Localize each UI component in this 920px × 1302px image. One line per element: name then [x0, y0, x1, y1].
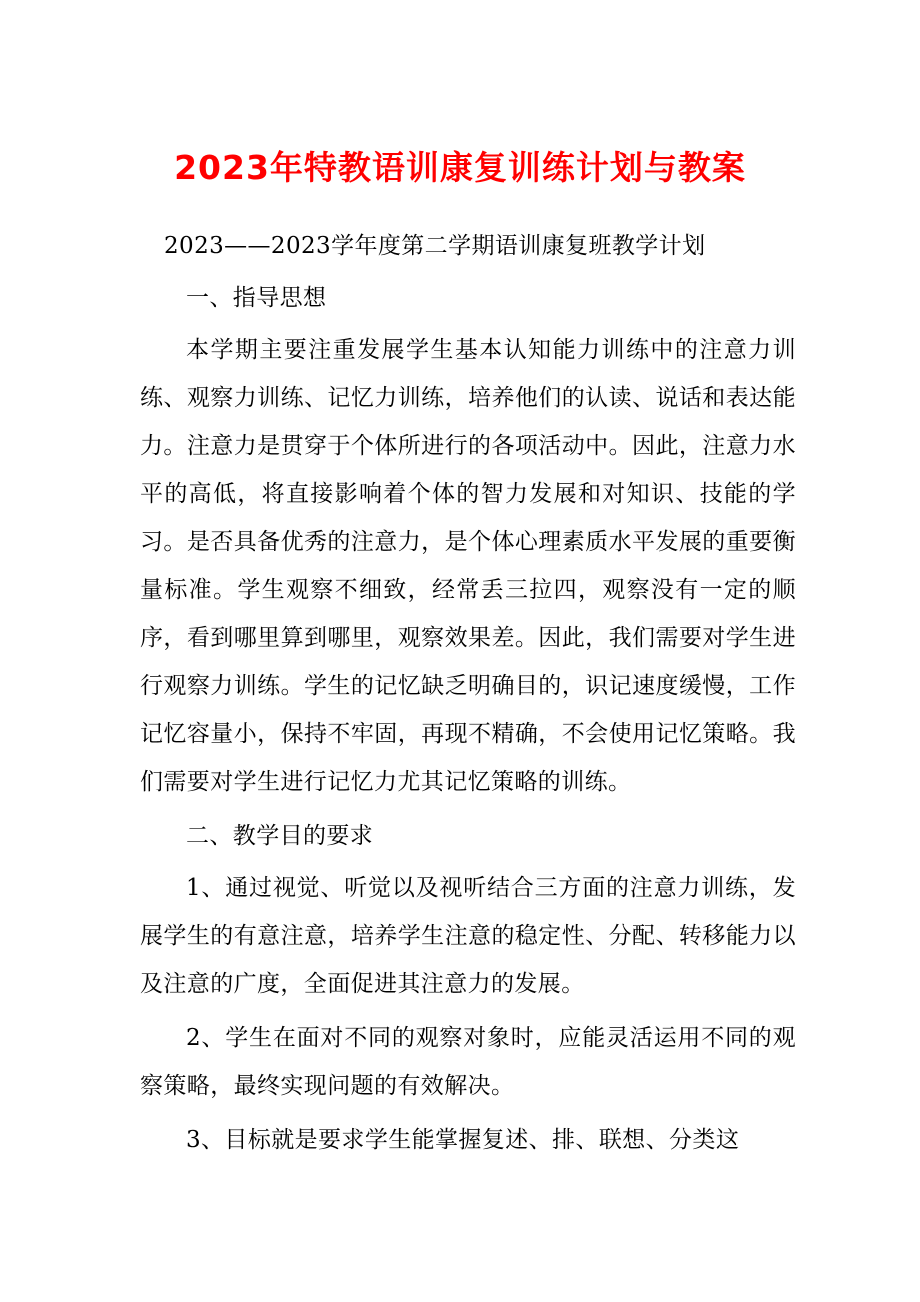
section-heading-guiding-ideology: 一、指导思想 — [186, 285, 327, 311]
goal-item-3: 3、目标就是要求学生能掌握复述、排、联想、分类这 — [186, 1127, 740, 1153]
plan-subtitle: 2023——2023学年度第二学期语训康复班教学计划 — [164, 233, 706, 259]
goal-item-1: 1、通过视觉、听觉以及视听结合三方面的注意力训练，发展学生的有意注意，培养学生注意的稳定性、分配、转移能力以及注意的广度，全面促进其注意力的发展。 — [140, 875, 796, 997]
goal-item-2: 2、学生在面对不同的观察对象时，应能灵活运用不同的观察策略，最终实现问题的有效解决。 — [140, 1025, 796, 1099]
document-body — [140, 222, 796, 1164]
guiding-ideology-paragraph: 本学期主要注重发展学生基本认知能力训练中的注意力训练、观察力训练、记忆力训练，培养他们的认读、说话和表达能力。注意力是贯穿于个体所进行的各项活动中。因此，注意力水平的高低，将直接影响着个体的智力发展和对知识、技能的学习。是否具备优秀的注意力，是个体心理素质水平发展的重要衡量标准。学生观察不细致，经常丢三拉四，观察没有一定的顺序，看到哪里算到哪里，观察效果差。因此，我们需要对学生进行观察力训练。学生的记忆缺乏明确目的，识记速度缓慢，工作记忆容量小，保持不牢固，再现不精确，不会使用记忆策略。我们需要对学生进行记忆力尤其记忆策略的训练。 — [140, 337, 796, 795]
document-title: 2023年特教语训康复训练计划与教案 — [174, 148, 746, 187]
section-heading-teaching-goals: 二、教学目的要求 — [186, 823, 374, 849]
